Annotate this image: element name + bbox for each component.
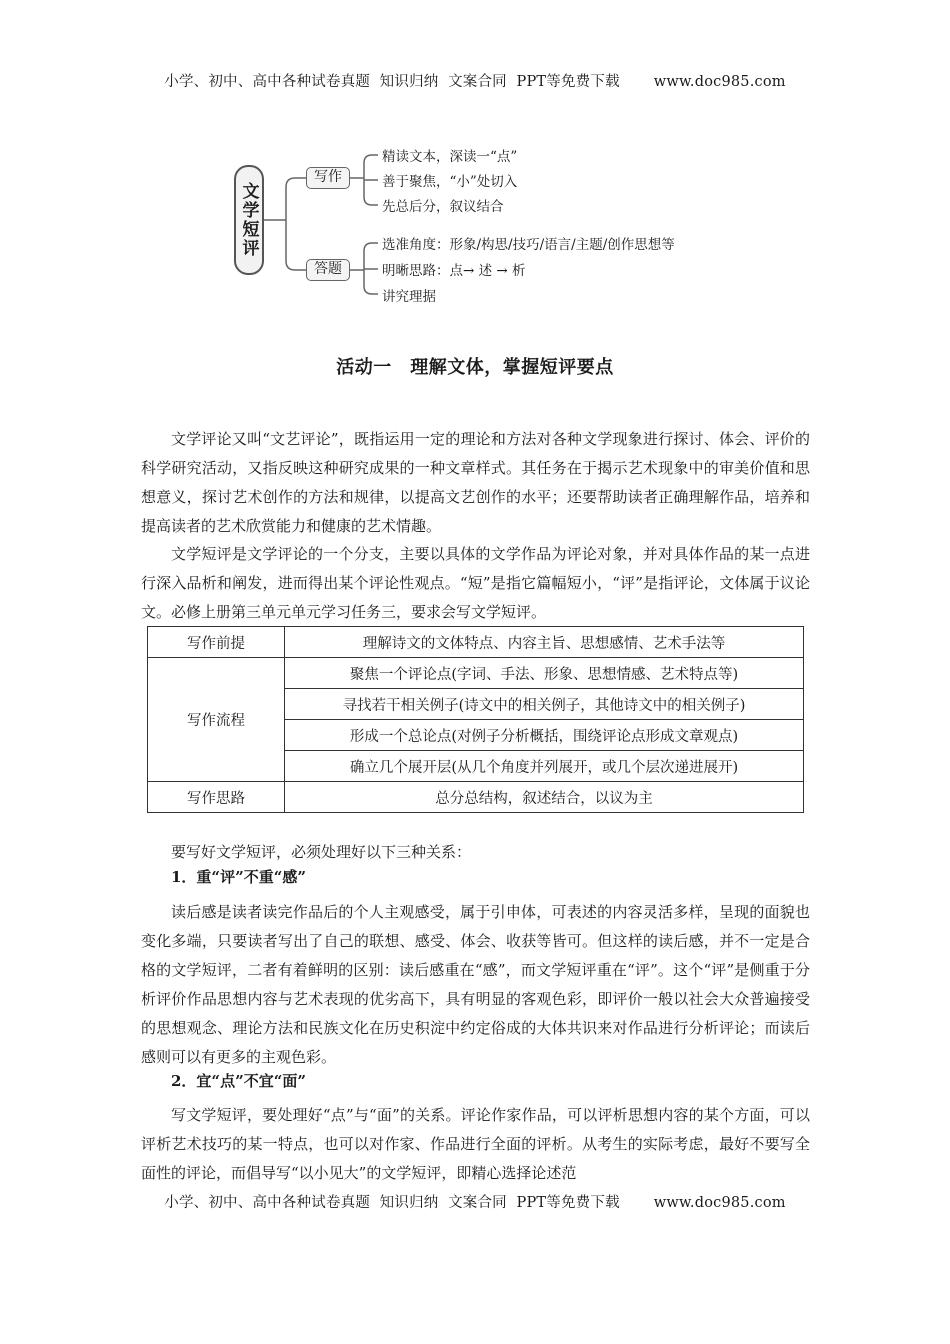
activity-title: 活动一 理解文体，掌握短评要点 <box>336 357 614 378</box>
mind-map-branch-writing: 写作 <box>306 167 350 189</box>
section-heading-2: 2．宜“点”不宜“面” <box>171 1072 306 1090</box>
mind-map-leaf: 先总后分，叙议结合 <box>382 199 504 215</box>
mind-map-leaf: 精读文本，深读一“点” <box>382 149 518 165</box>
banner-text: 小学、初中、高中各种试卷真题 知识归纳 文案合同 PPT等免费下载 <box>164 1195 620 1211</box>
table-cell-label: 写作思路 <box>148 782 285 813</box>
page-footer-banner <box>0 1191 950 1212</box>
connector-root-to-answer <box>286 220 306 270</box>
paragraph-point-vs-surface: 写文学短评，要处理好“点”与“面”的关系。评论作家作品，可以评析思想内容的某个方面，可以评析艺术技巧的某一特点，也可以对作家、作品进行全面的评析。从考生的实际考虑，最好不要写全面性的评论，而倡导写“以小见大”的文学短评，即精心选择论述范 <box>141 1106 810 1182</box>
table-cell: 寻找若干相关例子(诗文中的相关例子，其他诗文中的相关例子) <box>285 689 804 720</box>
writing-guide-table <box>147 626 804 813</box>
mind-map-leaf: 讲究理据 <box>382 289 436 305</box>
mind-map-leaf: 善于聚焦，“小”处切入 <box>382 174 518 190</box>
table-cell: 形成一个总论点(对例子分析概括，围绕评论点形成文章观点) <box>285 720 804 751</box>
section-heading-1: 1．重“评”不重“感” <box>171 868 306 886</box>
mind-map <box>226 135 746 315</box>
page-header-banner <box>0 70 950 91</box>
table-cell-label: 写作前提 <box>148 627 285 658</box>
mind-map-branch-answer: 答题 <box>306 259 350 281</box>
table-row <box>148 658 804 689</box>
mind-map-root: 文学短评 <box>234 165 264 275</box>
paragraph-short-review: 文学短评是文学评论的一个分支，主要以具体的文学作品为评论对象，并对具体作品的某一点进行深入品析和阐发，进而得出某个评论性观点。“短”是指它篇幅短小，“评”是指评论，文体属于议论文。必修上册第三单元单元学习任务三，要求会写文学短评。 <box>141 545 810 621</box>
table-row <box>148 782 804 813</box>
table-cell: 聚焦一个评论点(字词、手法、形象、思想情感、艺术特点等) <box>285 658 804 689</box>
mind-map-leaf: 明晰思路：点→ 述 → 析 <box>382 263 526 279</box>
banner-text: 小学、初中、高中各种试卷真题 知识归纳 文案合同 PPT等免费下载 <box>164 74 620 90</box>
table-cell-label: 写作流程 <box>148 658 285 782</box>
table-cell: 总分总结构，叙述结合，以议为主 <box>285 782 804 813</box>
paragraph-review-vs-reflection: 读后感是读者读完作品后的个人主观感受，属于引申体，可表述的内容灵活多样，呈现的面貌也变化多端，只要读者写出了自己的联想、感受、体会、收获等皆可。但这样的读后感，并不一定是合格的文学短评，二者有着鲜明的区别：读后感重在“感”，而文学短评重在“评”。这个“评”是侧重于分析评价作品思想内容与艺术表现的优劣高下，具有明显的客观色彩，即评价一般以社会大众普遍接受的思想观念、理论方法和民族文化在历史积淀中约定俗成的大体共识来对作品进行分析评论；而读后感则可以有更多的主观色彩。 <box>141 903 810 1066</box>
mind-map-leaf: 选准角度：形象/构思/技巧/语言/主题/创作思想等 <box>382 237 675 253</box>
banner-url: www.doc985.com <box>653 74 786 90</box>
table-cell: 确立几个展开层(从几个角度并列展开，或几个层次递进展开) <box>285 751 804 782</box>
table-cell: 理解诗文的文体特点、内容主旨、思想感情、艺术手法等 <box>285 627 804 658</box>
banner-url: www.doc985.com <box>653 1195 786 1211</box>
paragraph-three-relations: 要写好文学短评，必须处理好以下三种关系： <box>171 843 472 861</box>
table-row <box>148 627 804 658</box>
connector-root-to-writing <box>286 178 306 220</box>
paragraph-literary-criticism: 文学评论又叫“文艺评论”，既指运用一定的理论和方法对各种文学现象进行探讨、体会、评价的科学研究活动，又指反映这种研究成果的一种文章样式。其任务在于揭示艺术现象中的审美价值和思想意义，探讨艺术创作的方法和规律，以提高文艺创作的水平；还要帮助读者正确理解作品，培养和提高读者的艺术欣赏能力和健康的艺术情趣。 <box>141 430 810 535</box>
